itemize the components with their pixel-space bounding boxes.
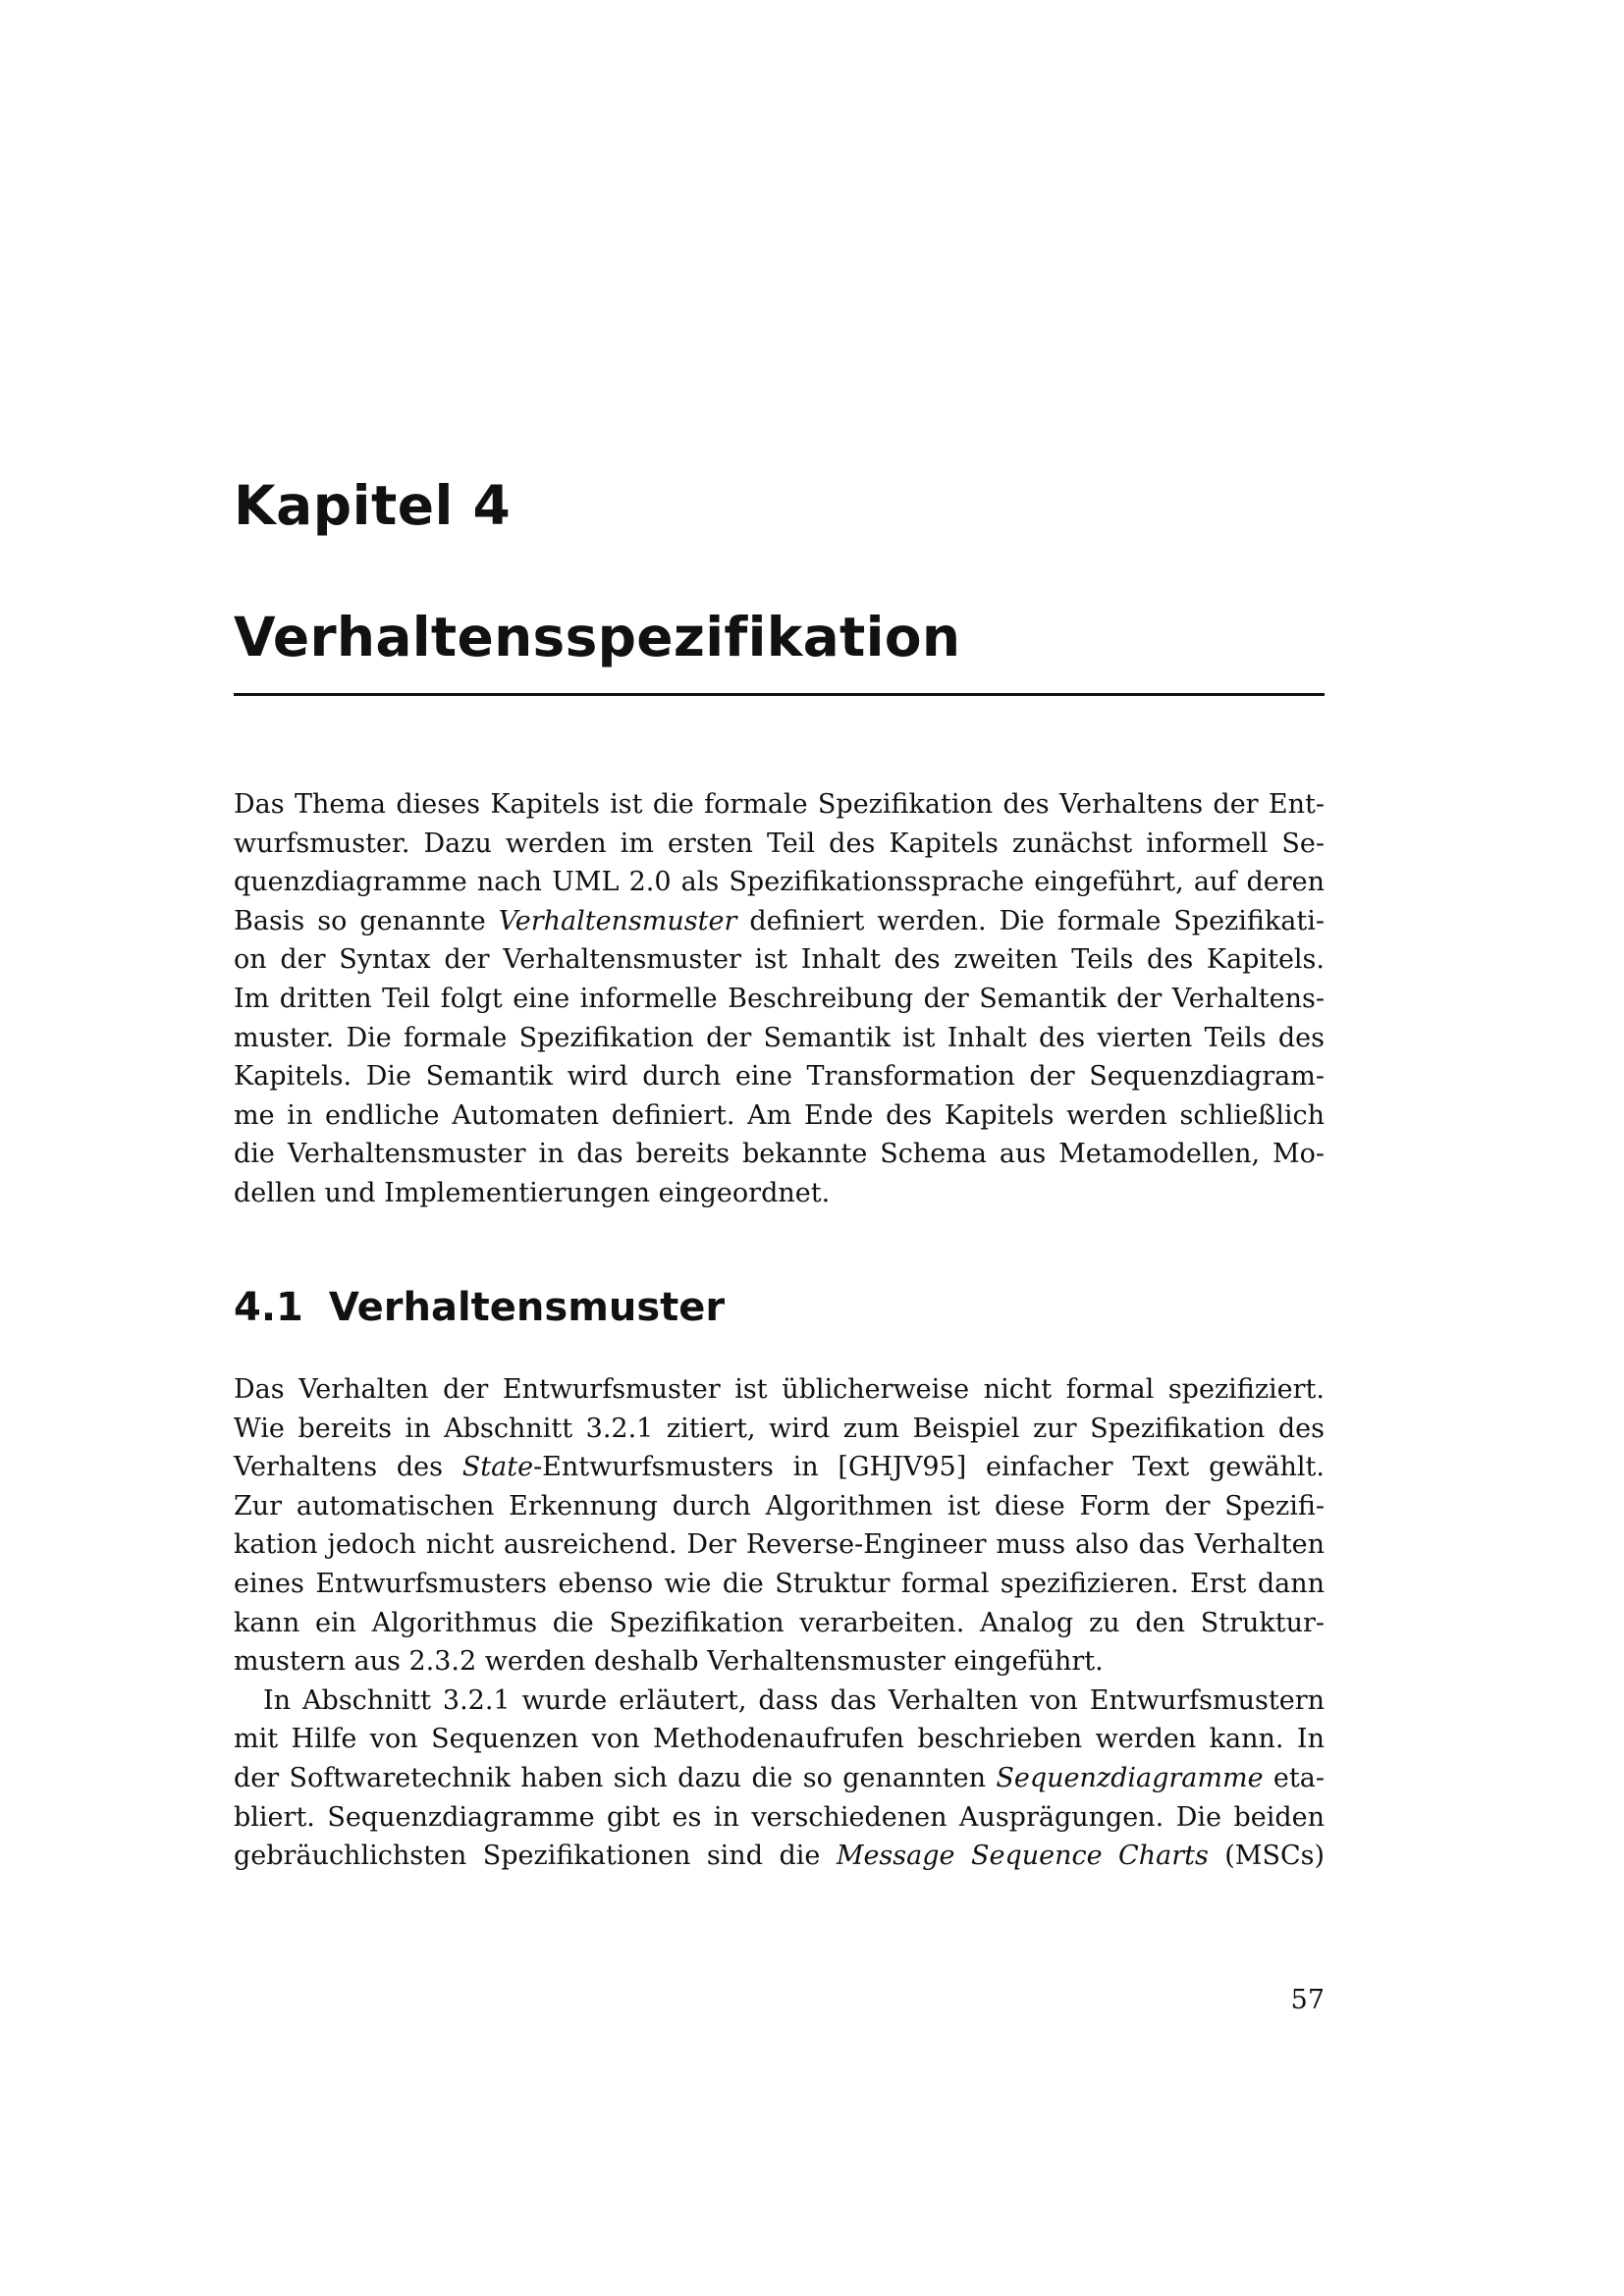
section-title: Verhaltensmuster [328, 1285, 726, 1330]
emphasis-term: Verhaltensmuster [498, 905, 737, 936]
emphasis-term: Sequenzdiagramme [996, 1762, 1264, 1793]
text-line: eines Entwurfsmusters ebenso wie die Struktur formal spezifizieren. Erst dann [234, 1568, 1325, 1599]
chapter-title: Verhaltensspezifikation [234, 606, 961, 668]
text-line [234, 1837, 1325, 1876]
text-line: die Verhaltensmuster in das bereits bekannte Schema aus Metamodellen, Mo- [234, 1139, 1325, 1170]
text-line: Im dritten Teil folgt eine informelle Beschreibung der Semantik der Verhaltens- [234, 983, 1325, 1014]
text-run: der Softwaretechnik haben sich dazu die so genannten [234, 1762, 997, 1793]
text-line: kation jedoch nicht ausreichend. Der Reverse-Engineer muss also das Verhalten [234, 1529, 1325, 1561]
text-line: muster. Die formale Spezifikation der Semantik ist Inhalt des vierten Teils des [234, 1022, 1325, 1053]
section-body [234, 1370, 1325, 1876]
text-line [234, 1759, 1325, 1798]
text-line: quenzdiagramme nach UML 2.0 als Spezifikationssprache eingeführt, auf deren [234, 867, 1325, 898]
page-number: 57 [1290, 1985, 1325, 2015]
text-run: Basis so genannte [234, 905, 499, 936]
text-line: on der Syntax der Verhaltensmuster ist Inhalt des zweiten Teils des Kapitels. [234, 944, 1325, 976]
text-line: In Abschnitt 3.2.1 wurde erläutert, dass das Verhalten von Entwurfsmustern [263, 1684, 1325, 1716]
text-line: me in endliche Automaten definiert. Am Ende des Kapitels werden schließlich [234, 1099, 1325, 1131]
text-line: Das Thema dieses Kapitels ist die formale Spezifikation des Verhaltens der Ent- [234, 789, 1325, 820]
text-line: kann ein Algorithmus die Spezifikation verarbeiten. Analog zu den Struktur- [234, 1607, 1325, 1638]
text-line: Kapitels. Die Semantik wird durch eine Transformation der Sequenzdiagram- [234, 1061, 1325, 1093]
text-run: definiert werden. Die formale Spezifikati- [736, 905, 1325, 936]
text-line: Zur automatischen Erkennung durch Algorithmen ist diese Form der Spezifi- [234, 1490, 1325, 1522]
text-run: Verhaltens des [234, 1452, 462, 1483]
text-line: mit Hilfe von Sequenzen von Methodenaufrufen beschrieben werden kann. In [234, 1724, 1325, 1755]
text-line [234, 1448, 1325, 1487]
emphasis-term: Message Sequence Charts [836, 1841, 1209, 1872]
text-run: eta- [1263, 1762, 1325, 1793]
chapter-title-rule [234, 693, 1325, 696]
text-line: mustern aus 2.3.2 werden deshalb Verhaltensmuster eingeführt. [234, 1646, 1104, 1678]
intro-paragraph [234, 785, 1325, 1213]
section-number: 4.1 [234, 1285, 303, 1330]
text-line [234, 902, 1325, 941]
text-line: dellen und Implementierungen eingeordnet. [234, 1177, 831, 1208]
text-run: (MSCs) [1208, 1841, 1326, 1872]
text-run: -Entwurfsmusters in [GHJV95] einfacher Text gewählt. [533, 1452, 1325, 1483]
text-line: bliert. Sequenzdiagramme gibt es in verschiedenen Ausprägungen. Die beiden [234, 1801, 1325, 1833]
text-line: Wie bereits in Abschnitt 3.2.1 zitiert, wird zum Beispiel zur Spezifikation des [234, 1413, 1325, 1444]
section-heading [234, 1285, 726, 1330]
text-line: Das Verhalten der Entwurfsmuster ist üblicherweise nicht formal spezifiziert. [234, 1374, 1325, 1405]
chapter-label: Kapitel 4 [234, 474, 512, 537]
emphasis-term: State [461, 1452, 534, 1483]
text-run: gebräuchlichsten Spezifikationen sind die [234, 1841, 837, 1872]
text-line: wurfsmuster. Dazu werden im ersten Teil des Kapitels zunächst informell Se- [234, 828, 1325, 859]
